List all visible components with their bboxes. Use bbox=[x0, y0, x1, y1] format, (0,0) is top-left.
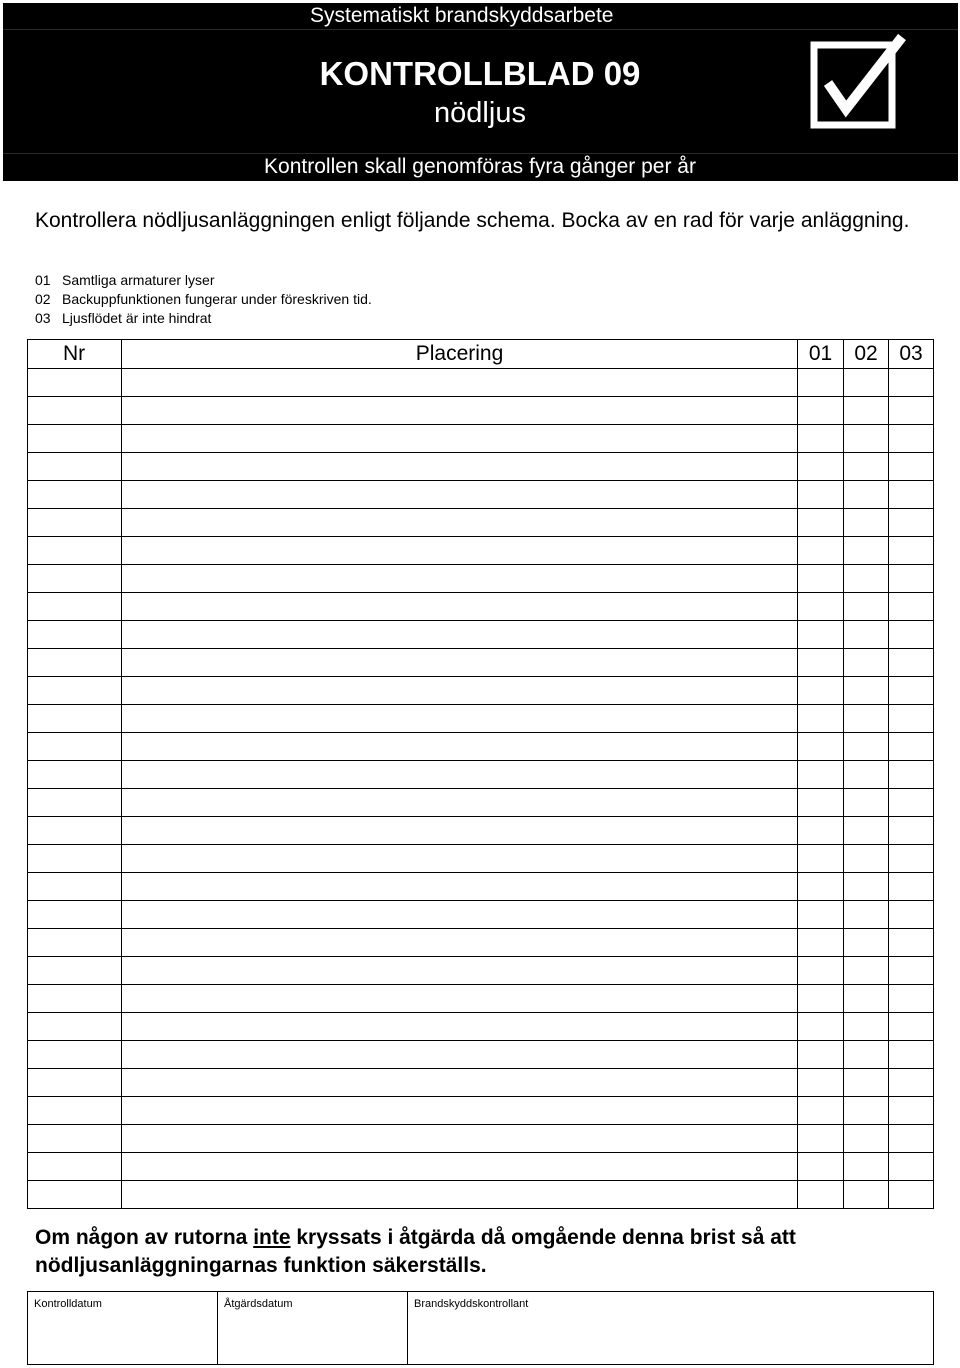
nr-cell[interactable] bbox=[28, 537, 122, 565]
check-01-cell[interactable] bbox=[798, 873, 844, 901]
nr-cell[interactable] bbox=[28, 761, 122, 789]
placering-cell[interactable] bbox=[122, 1097, 798, 1125]
nr-cell[interactable] bbox=[28, 817, 122, 845]
header-divider bbox=[3, 29, 958, 30]
check-01-cell[interactable] bbox=[798, 929, 844, 957]
check-03-cell[interactable] bbox=[889, 901, 934, 929]
table-row bbox=[28, 1097, 934, 1125]
check-03-cell[interactable] bbox=[889, 369, 934, 397]
nr-cell[interactable] bbox=[28, 649, 122, 677]
table-row bbox=[28, 425, 934, 453]
check-02-cell[interactable] bbox=[844, 537, 889, 565]
check-02-cell[interactable] bbox=[844, 397, 889, 425]
criterion-text: Backuppfunktionen fungerar under föreskriven tid. bbox=[62, 291, 372, 307]
table-row bbox=[28, 677, 934, 705]
column-header-03: 03 bbox=[889, 340, 934, 369]
placering-cell[interactable] bbox=[122, 845, 798, 873]
table-row bbox=[28, 929, 934, 957]
placering-cell[interactable] bbox=[122, 985, 798, 1013]
placering-cell[interactable] bbox=[122, 705, 798, 733]
table-row bbox=[28, 761, 934, 789]
check-03-cell[interactable] bbox=[889, 873, 934, 901]
check-02-cell[interactable] bbox=[844, 817, 889, 845]
criterion-number: 03 bbox=[35, 310, 51, 326]
check-02-cell[interactable] bbox=[844, 621, 889, 649]
check-01-cell[interactable] bbox=[798, 593, 844, 621]
check-03-cell[interactable] bbox=[889, 593, 934, 621]
placering-cell[interactable] bbox=[122, 677, 798, 705]
table-row bbox=[28, 901, 934, 929]
table-row bbox=[28, 453, 934, 481]
table-row bbox=[28, 789, 934, 817]
check-01-cell[interactable] bbox=[798, 761, 844, 789]
check-01-cell[interactable] bbox=[798, 397, 844, 425]
nr-cell[interactable] bbox=[28, 677, 122, 705]
check-02-cell[interactable] bbox=[844, 845, 889, 873]
warning-pre: Om någon av rutorna bbox=[35, 1226, 254, 1249]
check-03-cell[interactable] bbox=[889, 677, 934, 705]
table-row bbox=[28, 845, 934, 873]
table-row bbox=[28, 369, 934, 397]
placering-cell[interactable] bbox=[122, 1181, 798, 1209]
check-02-cell[interactable] bbox=[844, 1181, 889, 1209]
table-row bbox=[28, 397, 934, 425]
placering-cell[interactable] bbox=[122, 621, 798, 649]
nr-cell[interactable] bbox=[28, 1069, 122, 1097]
check-02-cell[interactable] bbox=[844, 369, 889, 397]
nr-cell[interactable] bbox=[28, 957, 122, 985]
check-02-cell[interactable] bbox=[844, 733, 889, 761]
placering-cell[interactable] bbox=[122, 481, 798, 509]
check-02-cell[interactable] bbox=[844, 1041, 889, 1069]
nr-cell[interactable] bbox=[28, 985, 122, 1013]
table-row bbox=[28, 985, 934, 1013]
placering-cell[interactable] bbox=[122, 593, 798, 621]
table-row bbox=[28, 1153, 934, 1181]
placering-cell[interactable] bbox=[122, 817, 798, 845]
table-row bbox=[28, 621, 934, 649]
check-01-cell[interactable] bbox=[798, 705, 844, 733]
nr-cell[interactable] bbox=[28, 593, 122, 621]
placering-cell[interactable] bbox=[122, 957, 798, 985]
check-02-cell[interactable] bbox=[844, 565, 889, 593]
frequency-note: Kontrollen skall genomföras fyra gånger per år bbox=[264, 155, 696, 178]
nr-cell[interactable] bbox=[28, 873, 122, 901]
check-03-cell[interactable] bbox=[889, 985, 934, 1013]
check-02-cell[interactable] bbox=[844, 1097, 889, 1125]
check-01-cell[interactable] bbox=[798, 621, 844, 649]
check-03-cell[interactable] bbox=[889, 817, 934, 845]
check-02-cell[interactable] bbox=[844, 985, 889, 1013]
nr-cell[interactable] bbox=[28, 789, 122, 817]
check-01-cell[interactable] bbox=[798, 789, 844, 817]
placering-cell[interactable] bbox=[122, 1125, 798, 1153]
check-02-cell[interactable] bbox=[844, 425, 889, 453]
nr-cell[interactable] bbox=[28, 565, 122, 593]
check-03-cell[interactable] bbox=[889, 1181, 934, 1209]
nr-cell[interactable] bbox=[28, 509, 122, 537]
check-01-cell[interactable] bbox=[798, 425, 844, 453]
table-row bbox=[28, 705, 934, 733]
check-03-cell[interactable] bbox=[889, 565, 934, 593]
check-01-cell[interactable] bbox=[798, 1041, 844, 1069]
check-03-cell[interactable] bbox=[889, 453, 934, 481]
check-03-cell[interactable] bbox=[889, 481, 934, 509]
placering-cell[interactable] bbox=[122, 649, 798, 677]
column-header-nr: Nr bbox=[28, 340, 122, 369]
check-03-cell[interactable] bbox=[889, 649, 934, 677]
check-01-cell[interactable] bbox=[798, 565, 844, 593]
check-03-cell[interactable] bbox=[889, 621, 934, 649]
placering-cell[interactable] bbox=[122, 537, 798, 565]
nr-cell[interactable] bbox=[28, 1181, 122, 1209]
placering-cell[interactable] bbox=[122, 901, 798, 929]
check-03-cell[interactable] bbox=[889, 705, 934, 733]
check-01-cell[interactable] bbox=[798, 985, 844, 1013]
check-02-cell[interactable] bbox=[844, 593, 889, 621]
kontrolldatum-field[interactable]: Kontrolldatum bbox=[28, 1292, 218, 1365]
column-header-02: 02 bbox=[844, 340, 889, 369]
check-02-cell[interactable] bbox=[844, 453, 889, 481]
table-row bbox=[28, 593, 934, 621]
check-03-cell[interactable] bbox=[889, 537, 934, 565]
column-header-placering: Placering bbox=[122, 340, 798, 369]
column-header-01: 01 bbox=[798, 340, 844, 369]
check-03-cell[interactable] bbox=[889, 425, 934, 453]
check-01-cell[interactable] bbox=[798, 369, 844, 397]
nr-cell[interactable] bbox=[28, 705, 122, 733]
check-01-cell[interactable] bbox=[798, 1125, 844, 1153]
criterion-02 bbox=[35, 291, 372, 307]
placering-cell[interactable] bbox=[122, 1041, 798, 1069]
check-02-cell[interactable] bbox=[844, 677, 889, 705]
check-01-cell[interactable] bbox=[798, 845, 844, 873]
check-01-cell[interactable] bbox=[798, 481, 844, 509]
criterion-number: 02 bbox=[35, 291, 51, 307]
placering-cell[interactable] bbox=[122, 1069, 798, 1097]
warning-text bbox=[35, 1224, 935, 1280]
placering-cell[interactable] bbox=[122, 369, 798, 397]
check-03-cell[interactable] bbox=[889, 397, 934, 425]
check-02-cell[interactable] bbox=[844, 929, 889, 957]
placering-cell[interactable] bbox=[122, 761, 798, 789]
placering-cell[interactable] bbox=[122, 929, 798, 957]
check-02-cell[interactable] bbox=[844, 1013, 889, 1041]
check-01-cell[interactable] bbox=[798, 1069, 844, 1097]
warning-emphasis: inte bbox=[253, 1226, 291, 1249]
check-03-cell[interactable] bbox=[889, 929, 934, 957]
check-02-cell[interactable] bbox=[844, 901, 889, 929]
placering-cell[interactable] bbox=[122, 1153, 798, 1181]
check-02-cell[interactable] bbox=[844, 789, 889, 817]
check-02-cell[interactable] bbox=[844, 481, 889, 509]
table-row bbox=[28, 817, 934, 845]
table-row bbox=[28, 957, 934, 985]
checkbox-checked-icon bbox=[810, 33, 906, 129]
intro-text: Kontrollera nödljusanläggningen enligt följande schema. Bocka av en rad för varje anläggning. bbox=[35, 209, 910, 232]
nr-cell[interactable] bbox=[28, 1041, 122, 1069]
table-row bbox=[28, 649, 934, 677]
check-02-cell[interactable] bbox=[844, 509, 889, 537]
table-row bbox=[28, 1181, 934, 1209]
check-01-cell[interactable] bbox=[798, 509, 844, 537]
placering-cell[interactable] bbox=[122, 733, 798, 761]
check-02-cell[interactable] bbox=[844, 957, 889, 985]
header-divider bbox=[3, 153, 958, 154]
criterion-01 bbox=[35, 272, 215, 288]
check-03-cell[interactable] bbox=[889, 761, 934, 789]
placering-cell[interactable] bbox=[122, 1013, 798, 1041]
page-subtitle: nödljus bbox=[434, 97, 526, 129]
nr-cell[interactable] bbox=[28, 1153, 122, 1181]
table-row bbox=[28, 733, 934, 761]
check-03-cell[interactable] bbox=[889, 1041, 934, 1069]
placering-cell[interactable] bbox=[122, 453, 798, 481]
nr-cell[interactable] bbox=[28, 845, 122, 873]
criterion-number: 01 bbox=[35, 272, 51, 288]
check-02-cell[interactable] bbox=[844, 1069, 889, 1097]
check-01-cell[interactable] bbox=[798, 1181, 844, 1209]
table-row bbox=[28, 509, 934, 537]
table-row bbox=[28, 873, 934, 901]
criterion-text: Ljusflödet är inte hindrat bbox=[62, 310, 212, 326]
signature-table bbox=[27, 1291, 934, 1365]
check-01-cell[interactable] bbox=[798, 677, 844, 705]
table-row bbox=[28, 1041, 934, 1069]
check-02-cell[interactable] bbox=[844, 761, 889, 789]
nr-cell[interactable] bbox=[28, 901, 122, 929]
check-03-cell[interactable] bbox=[889, 509, 934, 537]
placering-cell[interactable] bbox=[122, 789, 798, 817]
nr-cell[interactable] bbox=[28, 453, 122, 481]
check-02-cell[interactable] bbox=[844, 873, 889, 901]
atgardsdatum-field[interactable]: Åtgärdsdatum bbox=[218, 1292, 408, 1365]
check-02-cell[interactable] bbox=[844, 1153, 889, 1181]
nr-cell[interactable] bbox=[28, 425, 122, 453]
inspection-table bbox=[27, 339, 934, 1209]
nr-cell[interactable] bbox=[28, 1097, 122, 1125]
nr-cell[interactable] bbox=[28, 929, 122, 957]
criterion-text: Samtliga armaturer lyser bbox=[62, 272, 215, 288]
check-01-cell[interactable] bbox=[798, 957, 844, 985]
table-row bbox=[28, 537, 934, 565]
check-03-cell[interactable] bbox=[889, 1153, 934, 1181]
check-03-cell[interactable] bbox=[889, 1125, 934, 1153]
check-02-cell[interactable] bbox=[844, 1125, 889, 1153]
check-01-cell[interactable] bbox=[798, 453, 844, 481]
check-01-cell[interactable] bbox=[798, 537, 844, 565]
table-header-row bbox=[28, 340, 934, 369]
check-01-cell[interactable] bbox=[798, 733, 844, 761]
check-01-cell[interactable] bbox=[798, 901, 844, 929]
check-03-cell[interactable] bbox=[889, 1097, 934, 1125]
check-01-cell[interactable] bbox=[798, 1097, 844, 1125]
check-02-cell[interactable] bbox=[844, 649, 889, 677]
check-03-cell[interactable] bbox=[889, 1013, 934, 1041]
nr-cell[interactable] bbox=[28, 397, 122, 425]
nr-cell[interactable] bbox=[28, 481, 122, 509]
placering-cell[interactable] bbox=[122, 565, 798, 593]
criterion-03 bbox=[35, 310, 211, 326]
placering-cell[interactable] bbox=[122, 397, 798, 425]
nr-cell[interactable] bbox=[28, 369, 122, 397]
check-01-cell[interactable] bbox=[798, 1153, 844, 1181]
check-01-cell[interactable] bbox=[798, 649, 844, 677]
table-row bbox=[28, 565, 934, 593]
header-subtitle: Systematiskt brandskyddsarbete bbox=[310, 4, 614, 27]
check-03-cell[interactable] bbox=[889, 845, 934, 873]
nr-cell[interactable] bbox=[28, 733, 122, 761]
check-03-cell[interactable] bbox=[889, 789, 934, 817]
table-row bbox=[28, 1125, 934, 1153]
placering-cell[interactable] bbox=[122, 425, 798, 453]
table-row bbox=[28, 481, 934, 509]
placering-cell[interactable] bbox=[122, 873, 798, 901]
nr-cell[interactable] bbox=[28, 1013, 122, 1041]
check-03-cell[interactable] bbox=[889, 1069, 934, 1097]
page-title: KONTROLLBLAD 09 bbox=[319, 55, 641, 92]
check-01-cell[interactable] bbox=[798, 1013, 844, 1041]
check-03-cell[interactable] bbox=[889, 733, 934, 761]
table-row bbox=[28, 1013, 934, 1041]
nr-cell[interactable] bbox=[28, 621, 122, 649]
placering-cell[interactable] bbox=[122, 509, 798, 537]
warning-post: kryssats i åtgärda då omgående denna brist så att nödljusanläggningarnas funktion säkerställs. bbox=[35, 1226, 796, 1277]
check-03-cell[interactable] bbox=[889, 957, 934, 985]
check-01-cell[interactable] bbox=[798, 817, 844, 845]
nr-cell[interactable] bbox=[28, 1125, 122, 1153]
check-02-cell[interactable] bbox=[844, 705, 889, 733]
table-row bbox=[28, 1069, 934, 1097]
kontrollant-field[interactable]: Brandskyddskontrollant bbox=[408, 1292, 934, 1365]
